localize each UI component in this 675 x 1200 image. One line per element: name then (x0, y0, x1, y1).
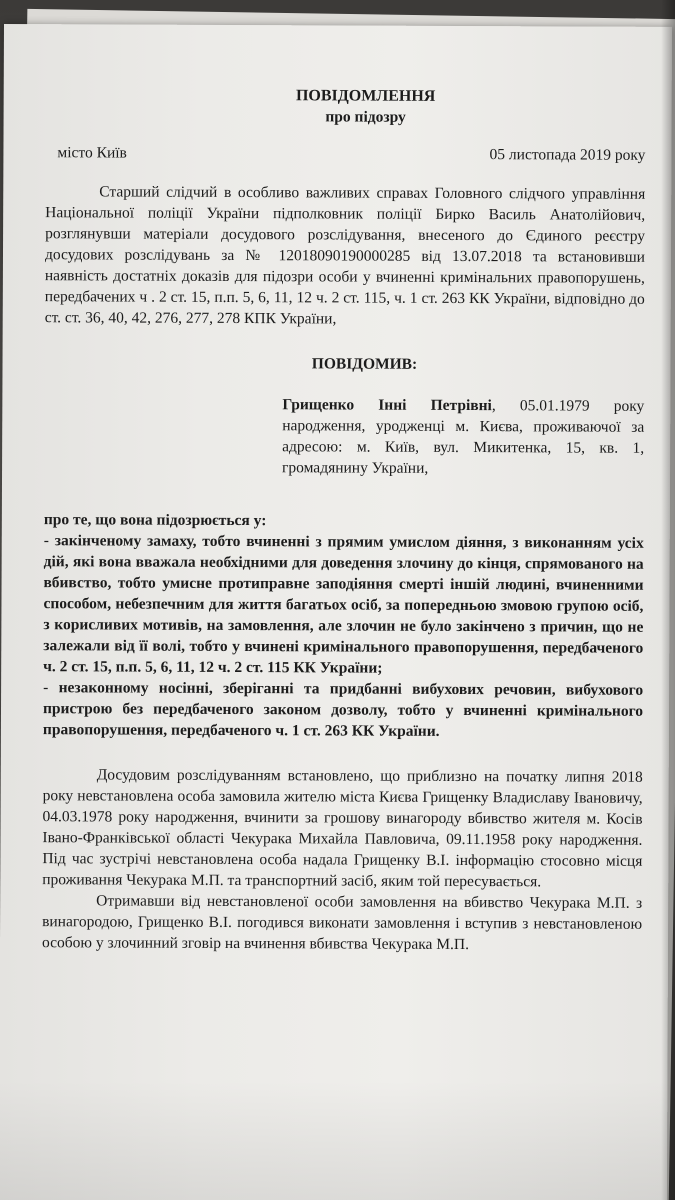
addressee-details: , 05.01.1979 року народження, уродженці м. Києва, проживаючої за адресою: м. Київ, вул. Микитенка, 15, кв. 1, громадянину України, (282, 397, 645, 477)
document-title: ПОВІДОМЛЕННЯ (295, 87, 436, 105)
document-place: місто Київ (57, 144, 127, 162)
charge-item-1: - закінченому замаху, тобто вчиненні з прямим умислом діяння, з виконанням усіх дій, які вона вважала необхідними для доведення злочину до кінця, спрямованого на вбивство, тобто умисне протиправне заподіяння смерті іншій людині, вчиненними способом, небезпечним для життя багатьох осіб, за попередньою змовою групою осіб, з корисливих мотивів, на замовлення, але злочин не було закінчено з причин, що не залежали від її волі, тобто у вчинені кримінального правопорушення, передбаченого ч. 2 ст. 15, п.п. 5, 6, 11, 12 ч. 2 ст. 115 КК України; (43, 532, 644, 677)
document-subtitle: про підозру (325, 108, 406, 126)
investigation-text (42, 764, 643, 956)
informed-heading: ПОВІДОМИВ: (311, 355, 418, 373)
investigation-paragraph-2: Отримавши від невстановленої особи замовлення на вбивство Чекурака М.П. з винагородою, Грищенко В.І. погодився виконати замовлення і вступив з невстановленою особою у злочинний зговір на вчинення вбивства Чекурака М.П. (41, 892, 643, 954)
charges-block (43, 509, 644, 743)
intro-paragraph: Старший слідчий в особливо важливих справах Головного слідчого управління Національної поліції України підполковник поліції Бирко Василь Анатолійович, розглянувши матеріали досудового розслідування, внесеного до Єдиного реєстру досудових розслідувань за № 12018090190000285 від 13.07.2018 та встановивши наявність достатніх доказів для підозри особи у вчиненні кримінальних правопорушень, передбачених ч . 2 ст. 15, п.п. 5, 6, 11, 12 ч. 2 ст. 115, ч. 1 ст. 263 КК України, відповідно до ст. ст. 36, 40, 42, 276, 277, 278 КПК України, (44, 183, 646, 328)
addressee-block (282, 394, 644, 480)
bottom-shade (0, 1080, 675, 1200)
investigation-paragraph-1: Досудовим розслідуванням встановлено, що приблизно на початку липня 2018 року невстановлена особа замовила жителю міста Києва Грищенку Владиславу Івановичу, 04.03.1978 року народження, вчинити за грошову винагороду вбивство жителя м. Косів Івано-Франківської області Чекурака Михайла Павловича, 09.11.1958 року народження. Під час зустрічі невстановлена особа надала Грищенку В.І. інформацію стосовно місця проживання Чекурака М.П. та транспортний засіб, яким той пересувається. (42, 766, 643, 891)
charge-item-2: - незаконному носінні, зберіганні та придбанні вибухових речовин, вибухового пристрою без передбаченого законом дозволу, тобто у вчиненні кримінального правопорушення, передбаченого ч. 1 ст. 263 КК України. (42, 679, 644, 740)
addressee-name: Грищенко Інні Петрівні (282, 396, 492, 415)
document-content (42, 84, 646, 956)
edge-shadow (661, 0, 675, 1200)
document-sheet (0, 24, 672, 1200)
charges-intro: про те, що вона підозрюється у: (43, 511, 267, 530)
place-date-row (45, 142, 645, 166)
document-date: 05 листопада 2019 року (489, 146, 646, 164)
